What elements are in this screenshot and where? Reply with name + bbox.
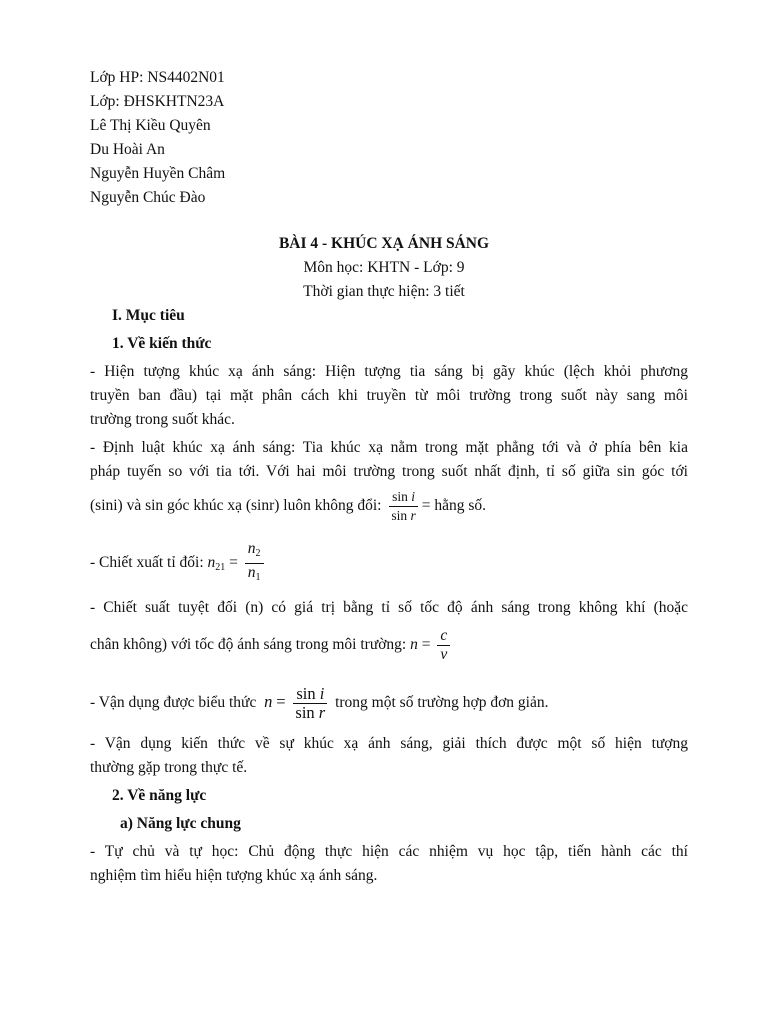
subsection-competency: 2. Về năng lực [112,787,207,804]
absolute-index-line [90,625,453,665]
n21-subscript: 21 [215,562,226,574]
sin-label: sin [391,507,408,523]
n2-subscript: 2 [255,548,261,559]
equals-sign: = [276,692,286,711]
fraction-denominator [388,507,418,524]
fraction-numerator: c [437,628,450,646]
paragraph-line: truyền ban đầu) tại mặt phân cách khi truyền từ môi trường trong suốt này sang môi [90,387,688,404]
paragraph-line: - Tự chủ và tự học: Chủ động thực hiện các nhiệm vụ học tập, tiến hành các thí [90,843,688,860]
n-symbol: n [207,554,216,572]
equals-sign: = [229,554,238,572]
text-segment: hằng số. [434,497,487,514]
relative-index-line [90,541,267,590]
n-symbol: n [247,564,256,581]
author-4: Nguyễn Chúc Đào [90,189,206,206]
n21-symbol [207,554,226,574]
paragraph-line: - Chiết suất tuyệt đối (n) có giá trị bằng tỉ số tốc độ ánh sáng trong không khí (hoặc [90,599,688,616]
subject-line: Môn học: KHTN - Lớp: 9 [303,259,465,276]
n2-over-n1-fraction [245,541,264,586]
var-i: i [411,488,415,504]
author-1: Lê Thị Kiều Quyên [90,117,211,134]
c-over-v-fraction [437,628,450,663]
refraction-law-line [90,486,486,526]
paragraph-line: thường gặp trong thực tế. [90,759,248,776]
fraction-denominator [292,704,328,721]
sin-ratio-fraction [388,489,418,524]
apply-formula-line [90,680,548,725]
sin-label: sin [296,683,316,703]
sin-label: sin [295,702,315,722]
author-3: Nguyễn Huyền Châm [90,165,226,182]
n1-subscript: 1 [255,572,261,583]
equals-sign: = [421,636,431,653]
paragraph-line: pháp tuyến so với tia tới. Với hai môi trường trong suốt nhất định, tỉ số giữa sin góc tới [90,463,688,480]
class-code-line: Lớp HP: NS4402N01 [90,69,225,86]
fraction-numerator [245,541,264,564]
text-segment: chân không) với tốc độ ánh sáng trong môi trường: [90,636,407,653]
var-r: r [410,507,416,523]
text-segment: (sini) và sin góc khúc xạ (sinr) luôn không đổi: [90,497,382,514]
n-symbol: n [264,692,273,711]
paragraph-line: - Định luật khúc xạ ánh sáng: Tia khúc xạ nằm trong mặt phẳng tới và ở phía bên kia [90,439,688,456]
text-segment: trong một số trường hợp đơn giản. [335,694,549,711]
text-segment: - Chiết xuất tỉ đối: [90,554,204,572]
paragraph-line: - Hiện tượng khúc xạ ánh sáng: Hiện tượng tia sáng bị gãy khúc (lệch khỏi phương [90,363,688,380]
sin-label: sin [392,488,408,504]
subsection-knowledge: 1. Về kiến thức [112,335,212,352]
var-r: r [318,702,326,722]
duration-line: Thời gian thực hiện: 3 tiết [303,283,465,300]
fraction-numerator [293,683,327,704]
sin-ratio-fraction [292,683,328,722]
subsection-general-competency: a) Năng lực chung [120,815,241,832]
var-i: i [319,683,325,703]
text-segment: - Vận dụng được biểu thức [90,694,257,711]
n-symbol: n [247,540,256,557]
lesson-title: BÀI 4 - KHÚC XẠ ÁNH SÁNG [278,235,490,252]
paragraph-line: - Vận dụng kiến thức về sự khúc xạ ánh sáng, giải thích được một số hiện tượng [90,735,688,752]
fraction-numerator [389,489,418,507]
author-2: Du Hoài An [90,141,165,158]
paragraph-line: trường trong suốt khác. [90,411,235,428]
equals-sign: = [421,497,431,514]
n-symbol: n [410,636,418,653]
section-heading: I. Mục tiêu [112,307,185,324]
fraction-denominator [245,564,264,586]
fraction-denominator: v [440,645,448,663]
paragraph-line: nghiệm tìm hiểu hiện tượng khúc xạ ánh sáng. [90,867,378,884]
class-name-line: Lớp: ĐHSKHTN23A [90,93,225,110]
